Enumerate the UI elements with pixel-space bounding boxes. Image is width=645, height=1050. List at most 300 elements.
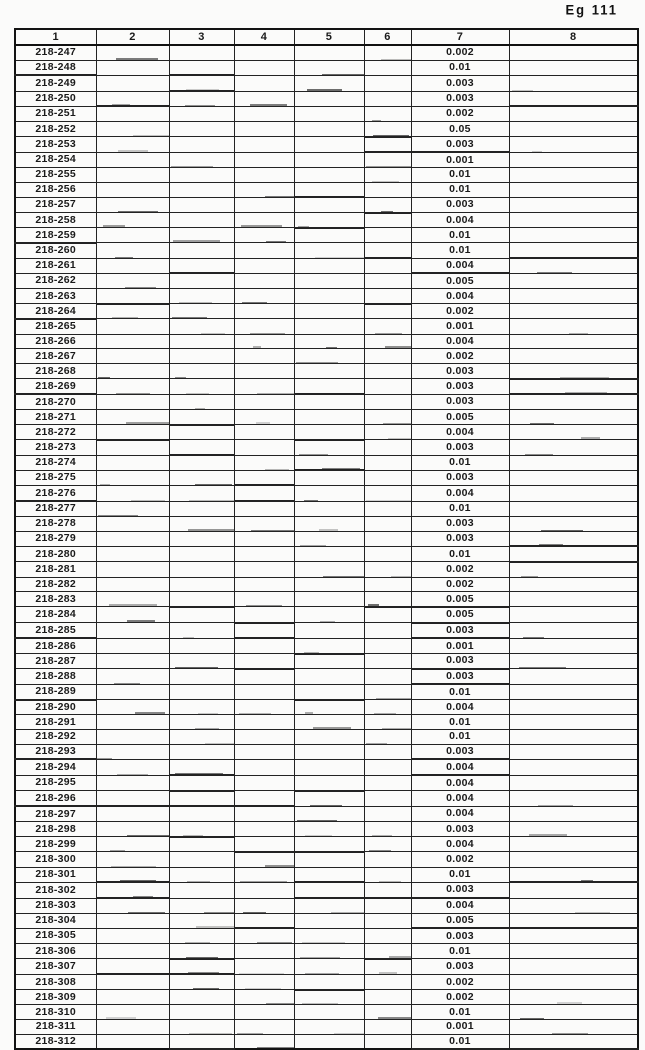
empty-cell [509,759,638,775]
empty-cell [509,168,638,183]
scan-artifact [171,1048,219,1049]
header-row [15,29,638,45]
row-id-cell: 218-310 [15,1005,96,1020]
empty-cell [294,75,364,91]
empty-cell [509,60,638,75]
empty-cell [234,410,294,425]
value-cell: 0.004 [411,775,509,791]
empty-cell [294,822,364,837]
empty-cell [96,990,169,1005]
value-cell: 0.005 [411,273,509,288]
value-cell: 0.01 [411,867,509,882]
empty-cell [96,669,169,685]
column-header: 4 [234,29,294,45]
value-cell: 0.002 [411,577,509,592]
scan-artifact [257,1047,294,1048]
empty-cell [169,379,234,395]
empty-cell [234,791,294,807]
empty-cell [364,700,411,715]
empty-cell [294,319,364,334]
empty-cell [294,775,364,791]
empty-cell [294,607,364,623]
table-row [15,562,638,577]
empty-cell [509,623,638,639]
empty-cell [169,168,234,183]
empty-cell [169,729,234,744]
empty-cell [364,1034,411,1049]
empty-cell [509,729,638,744]
empty-cell [364,182,411,197]
empty-cell [169,867,234,882]
row-id-cell: 218-292 [15,729,96,744]
empty-cell [294,623,364,639]
value-cell: 0.004 [411,213,509,228]
empty-cell [294,273,364,288]
row-id-cell: 218-307 [15,959,96,975]
table-row [15,485,638,501]
empty-cell [509,806,638,821]
empty-cell [169,974,234,989]
value-cell: 0.002 [411,106,509,121]
empty-cell [364,304,411,319]
empty-cell [96,867,169,882]
empty-cell [234,60,294,75]
empty-cell [234,137,294,153]
empty-cell [234,440,294,455]
empty-cell [294,1005,364,1020]
empty-cell [169,197,234,212]
value-cell: 0.002 [411,852,509,867]
empty-cell [234,258,294,273]
empty-cell [294,990,364,1005]
table-row [15,182,638,197]
empty-cell [234,379,294,395]
value-cell: 0.001 [411,319,509,334]
empty-cell [294,684,364,699]
empty-cell [234,882,294,898]
table-row [15,729,638,744]
empty-cell [364,425,411,440]
value-cell: 0.003 [411,91,509,106]
value-cell: 0.003 [411,394,509,409]
empty-cell [509,182,638,197]
empty-cell [509,607,638,623]
value-cell: 0.003 [411,822,509,837]
empty-cell [509,45,638,60]
empty-cell [96,729,169,744]
value-cell: 0.01 [411,715,509,730]
empty-cell [294,304,364,319]
empty-cell [96,410,169,425]
empty-cell [364,75,411,91]
empty-cell [96,394,169,409]
table-row [15,744,638,759]
empty-cell [294,440,364,455]
empty-cell [234,577,294,592]
empty-cell [294,213,364,228]
empty-cell [364,394,411,409]
empty-cell [169,45,234,60]
value-cell: 0.005 [411,913,509,928]
empty-cell [169,243,234,258]
empty-cell [96,258,169,273]
empty-cell [234,744,294,759]
empty-cell [364,759,411,775]
row-id-cell: 218-261 [15,258,96,273]
empty-cell [234,700,294,715]
empty-cell [364,791,411,807]
empty-cell [234,1020,294,1035]
table-row [15,791,638,807]
empty-cell [294,152,364,167]
empty-cell [364,623,411,639]
table-row [15,959,638,975]
empty-cell [509,944,638,959]
value-cell: 0.002 [411,974,509,989]
empty-cell [509,562,638,577]
empty-cell [234,334,294,349]
table-row [15,1020,638,1035]
row-id-cell: 218-287 [15,654,96,669]
empty-cell [294,715,364,730]
empty-cell [509,882,638,898]
table-row [15,1005,638,1020]
empty-cell [364,531,411,546]
empty-cell [96,944,169,959]
empty-cell [169,654,234,669]
row-id-cell: 218-250 [15,91,96,106]
empty-cell [294,485,364,501]
empty-cell [234,715,294,730]
table-row [15,258,638,273]
empty-cell [509,775,638,791]
column-header: 2 [96,29,169,45]
empty-cell [234,243,294,258]
scan-artifact [175,773,223,774]
empty-cell [96,363,169,378]
empty-cell [509,791,638,807]
value-cell: 0.003 [411,137,509,153]
empty-cell [169,852,234,867]
value-cell: 0.003 [411,654,509,669]
table-row [15,928,638,943]
table-row [15,592,638,607]
empty-cell [509,485,638,501]
empty-cell [96,501,169,516]
row-id-cell: 218-295 [15,775,96,791]
row-id-cell: 218-286 [15,638,96,653]
value-cell: 0.003 [411,882,509,898]
value-cell: 0.01 [411,168,509,183]
row-id-cell: 218-302 [15,882,96,898]
row-id-cell: 218-300 [15,852,96,867]
empty-cell [96,806,169,821]
empty-cell [364,197,411,212]
value-cell: 0.004 [411,334,509,349]
empty-cell [509,592,638,607]
empty-cell [169,363,234,378]
empty-cell [169,744,234,759]
row-id-cell: 218-259 [15,228,96,243]
table-row [15,654,638,669]
scan-artifact [539,544,563,545]
table-row [15,304,638,319]
empty-cell [364,928,411,943]
empty-cell [169,455,234,470]
empty-cell [96,791,169,807]
empty-cell [509,1005,638,1020]
value-cell: 0.01 [411,546,509,562]
empty-cell [294,394,364,409]
empty-cell [364,45,411,60]
empty-cell [509,228,638,243]
table-row [15,700,638,715]
empty-cell [96,440,169,455]
empty-cell [169,990,234,1005]
empty-cell [509,1034,638,1049]
scan-artifact [183,835,203,836]
value-cell: 0.005 [411,410,509,425]
empty-cell [509,304,638,319]
empty-cell [509,440,638,455]
empty-cell [96,379,169,395]
empty-cell [364,974,411,989]
row-id-cell: 218-277 [15,501,96,516]
empty-cell [169,669,234,685]
row-id-cell: 218-252 [15,121,96,136]
empty-cell [234,197,294,212]
value-cell: 0.004 [411,700,509,715]
empty-cell [364,562,411,577]
value-cell: 0.003 [411,440,509,455]
value-cell: 0.004 [411,898,509,913]
empty-cell [294,91,364,106]
empty-cell [509,501,638,516]
empty-cell [364,837,411,852]
empty-cell [294,562,364,577]
empty-cell [169,775,234,791]
empty-cell [169,75,234,91]
table-row [15,455,638,470]
row-id-cell: 218-249 [15,75,96,91]
empty-cell [364,319,411,334]
empty-cell [169,470,234,485]
row-id-cell: 218-251 [15,106,96,121]
empty-cell [234,485,294,501]
empty-cell [234,990,294,1005]
column-header: 6 [364,29,411,45]
empty-cell [234,319,294,334]
empty-cell [234,837,294,852]
empty-cell [96,654,169,669]
empty-cell [294,137,364,153]
empty-cell [234,592,294,607]
empty-cell [294,577,364,592]
empty-cell [234,273,294,288]
table-row [15,379,638,395]
table-row [15,546,638,562]
empty-cell [364,775,411,791]
empty-cell [294,913,364,928]
table-row [15,638,638,653]
row-id-cell: 218-254 [15,152,96,167]
empty-cell [364,455,411,470]
empty-cell [234,182,294,197]
empty-cell [96,700,169,715]
empty-cell [234,806,294,821]
empty-cell [364,289,411,304]
row-id-cell: 218-298 [15,822,96,837]
empty-cell [96,516,169,531]
empty-cell [364,959,411,975]
empty-cell [169,806,234,821]
value-cell: 0.003 [411,531,509,546]
scan-artifact [389,956,411,958]
empty-cell [364,168,411,183]
row-id-cell: 218-309 [15,990,96,1005]
empty-cell [364,349,411,364]
row-id-cell: 218-308 [15,974,96,989]
empty-cell [509,197,638,212]
value-cell: 0.01 [411,228,509,243]
empty-cell [509,638,638,653]
empty-cell [96,531,169,546]
empty-cell [96,304,169,319]
empty-cell [294,744,364,759]
empty-cell [169,394,234,409]
value-cell: 0.003 [411,669,509,685]
empty-cell [294,1020,364,1035]
empty-cell [96,638,169,653]
empty-cell [169,592,234,607]
empty-cell [364,440,411,455]
value-cell: 0.003 [411,959,509,975]
row-id-cell: 218-278 [15,516,96,531]
empty-cell [234,729,294,744]
table-row [15,137,638,153]
empty-cell [96,913,169,928]
empty-cell [234,822,294,837]
table-row [15,715,638,730]
empty-cell [234,654,294,669]
empty-cell [234,867,294,882]
empty-cell [364,258,411,273]
empty-cell [169,562,234,577]
table-row [15,913,638,928]
empty-cell [234,394,294,409]
empty-cell [169,928,234,943]
empty-cell [294,729,364,744]
empty-cell [234,669,294,685]
empty-cell [364,744,411,759]
table-row [15,775,638,791]
row-id-cell: 218-267 [15,349,96,364]
empty-cell [294,638,364,653]
table-row [15,75,638,91]
empty-cell [294,243,364,258]
empty-cell [364,379,411,395]
empty-cell [169,607,234,623]
value-cell: 0.01 [411,243,509,258]
empty-cell [169,1005,234,1020]
empty-cell [294,349,364,364]
empty-cell [169,913,234,928]
empty-cell [294,60,364,75]
empty-cell [234,913,294,928]
empty-cell [234,531,294,546]
empty-cell [96,928,169,943]
value-cell: 0.004 [411,425,509,440]
empty-cell [234,45,294,60]
empty-cell [294,1034,364,1049]
empty-cell [169,228,234,243]
empty-cell [234,623,294,639]
value-cell: 0.01 [411,182,509,197]
empty-cell [234,304,294,319]
empty-cell [294,669,364,685]
empty-cell [234,289,294,304]
column-header: 7 [411,29,509,45]
empty-cell [294,806,364,821]
empty-cell [294,45,364,60]
empty-cell [234,684,294,699]
value-cell: 0.003 [411,516,509,531]
empty-cell [169,1034,234,1049]
empty-cell [96,243,169,258]
row-id-cell: 218-253 [15,137,96,153]
empty-cell [294,852,364,867]
empty-cell [364,485,411,501]
empty-cell [294,837,364,852]
empty-cell [234,121,294,136]
empty-cell [169,715,234,730]
value-cell: 0.01 [411,501,509,516]
row-id-cell: 218-264 [15,304,96,319]
column-header: 1 [15,29,96,45]
value-cell: 0.003 [411,928,509,943]
empty-cell [509,990,638,1005]
row-id-cell: 218-291 [15,715,96,730]
empty-cell [294,867,364,882]
empty-cell [364,410,411,425]
empty-cell [509,531,638,546]
empty-cell [509,363,638,378]
empty-cell [169,289,234,304]
row-id-cell: 218-281 [15,562,96,577]
empty-cell [364,334,411,349]
empty-cell [234,852,294,867]
empty-cell [364,944,411,959]
empty-cell [509,152,638,167]
empty-cell [234,607,294,623]
value-cell: 0.01 [411,455,509,470]
row-id-cell: 218-290 [15,700,96,715]
empty-cell [96,623,169,639]
table-row [15,577,638,592]
empty-cell [294,197,364,212]
empty-cell [509,577,638,592]
empty-cell [509,334,638,349]
empty-cell [96,715,169,730]
empty-cell [234,959,294,975]
empty-cell [234,898,294,913]
row-id-cell: 218-285 [15,623,96,639]
table-row [15,289,638,304]
row-id-cell: 218-282 [15,577,96,592]
empty-cell [509,137,638,153]
empty-cell [96,1005,169,1020]
table-row [15,425,638,440]
